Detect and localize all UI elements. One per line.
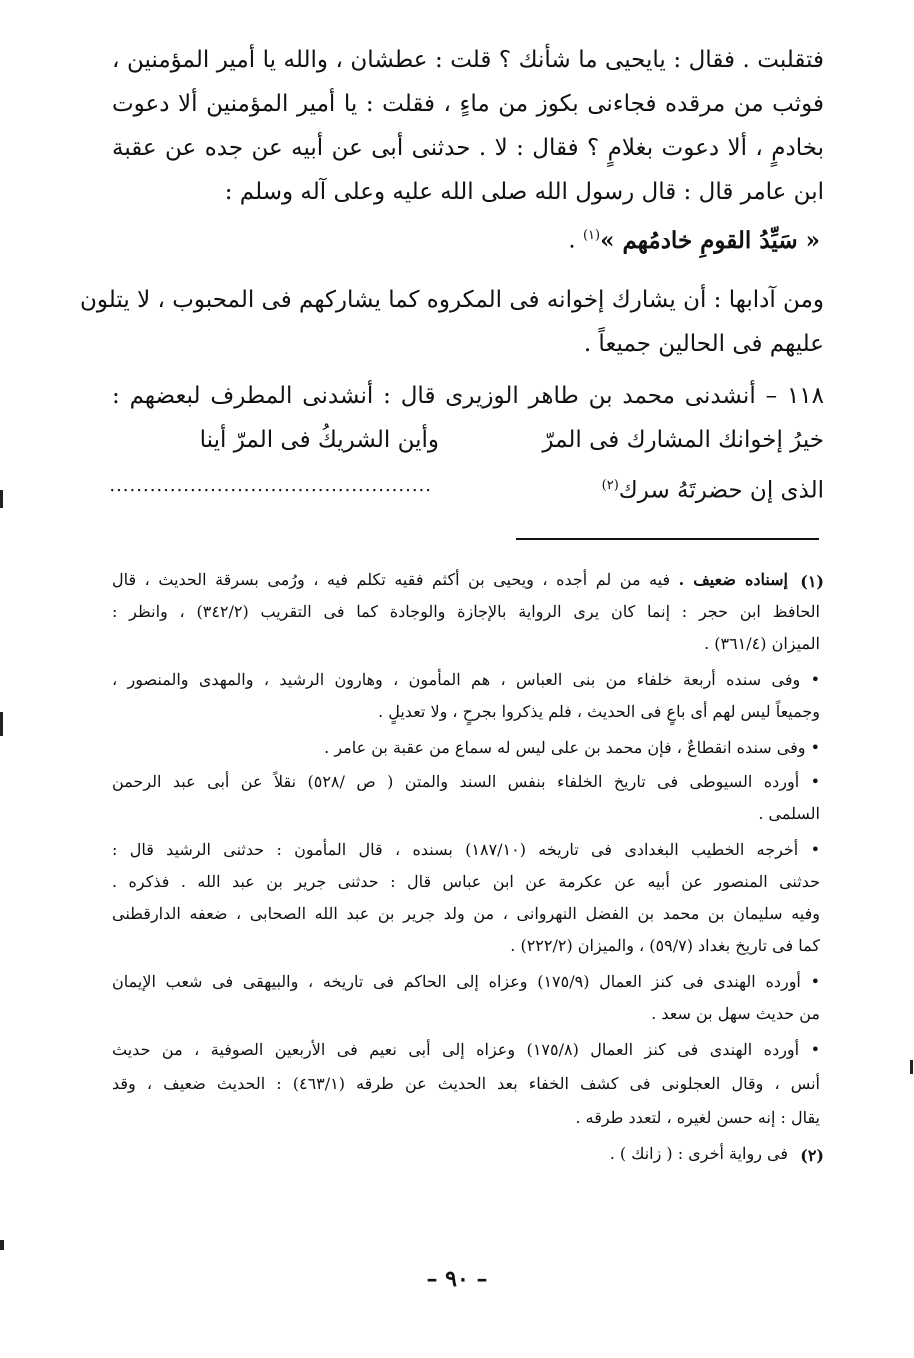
verse-hemistich: خيرُ إخوانك المشارك فى المرّ (542, 427, 824, 453)
footnote-line: أنس ، وقال العجلونى فى كشف الخفاء بعد الحديث عن طرقه (٤٦٣/١) : الحديث ضعيف ، وقد (112, 1074, 821, 1093)
text-line: ١١٨ – أنشدنى محمد بن طاهر الوزيرى قال : أنشدنى المطرف لبعضهم : (112, 383, 824, 409)
verse-hemistich: وأين الشريكُ فى المرّ أينا (199, 427, 439, 453)
footnote-line: • أورده السيوطى فى تاريخ الخلفاء بنفس السند والمتن ( ص /٥٢٨) نقلاً عن أبى عبد الرحمن (112, 772, 821, 791)
text-line: ابن عامر قال : قال رسول الله صلى الله عليه وعلى آله وسلم : (224, 179, 824, 205)
footnote-line: كما فى تاريخ بغداد (٥٩/٧) ، والميزان (٢٢٢/٢) . (510, 936, 820, 955)
footnote-lead: إسناده ضعيف . (678, 570, 789, 589)
scan-edge-mark (0, 490, 3, 508)
verse-ellipsis: ................................................ (109, 475, 432, 496)
footnote-line: الحافظ ابن حجر : إنما كان يرى الرواية بالإجازة والوجادة كما فى التقريب (٣٤٢/٢) ، وانظر : (112, 602, 821, 621)
text-line: بخادمٍ ، ألا دعوت بغلامٍ ؟ فقال : لا . حدثنى أبى عن أبيه عن جده عن عقبة (112, 135, 824, 161)
footnote-line: يقال : إنه حسن لغيره ، لتعدد طرقه . (575, 1108, 820, 1127)
footnote-line: الميزان (٣٦١/٤) . (704, 634, 820, 653)
footnote-line: حدثنى المنصور عن أبيه عن عكرمة عن ابن عباس قال : حدثنى جرير بن عبد الله . فذكره . (112, 872, 820, 891)
footnote-line: من حديث سهل بن سعد . (651, 1004, 820, 1023)
page-number: – ٩٠ – (426, 1266, 488, 1292)
footnote-text: فيه من لم أجده ، ويحيى بن أكثم فقيه تكلم فيه ، ورُمى بسرقة الحديث ، قال (112, 570, 671, 589)
footnote-line: • وفى سنده انقطاعٌ ، فإن محمد بن على ليس له سماع من عقبة بن عامر . (324, 738, 820, 757)
footnote-line: • وفى سنده أربعة خلفاء من بنى العباس ، هم المأمون ، وهارون الرشيد ، والمهدى والمنصور ، (112, 670, 821, 689)
text-line: عليهم فى الحالين جميعاً . (583, 331, 824, 357)
footnote-ref-2: (٢) (601, 478, 619, 493)
footnote-ref-1: (١) (582, 228, 601, 243)
text-line: ومن آدابها : أن يشارك إخوانه فى المكروه كما يشاركهم فى المحبوب ، لا يتلون (80, 287, 824, 313)
footnote-line: السلمى . (758, 804, 820, 823)
footnote-line: • أخرجه الخطيب البغدادى فى تاريخه (١٨٧/١٠) بسنده ، قال المأمون : حدثنى الرشيد قال : (112, 840, 821, 859)
scan-edge-mark (910, 1060, 913, 1074)
text-line: فوثب من مرقده فجاءنى بكوز من ماءٍ ، فقلت : يا أمير المؤمنين ألا دعوت (112, 91, 824, 117)
text-line: فتقلبت . فقال : يايحيى ما شأنك ؟ قلت : عطشان ، والله يا أمير المؤمنين ، (112, 47, 824, 73)
verse-text: الذى إن حضرتَهُ سرك (618, 477, 824, 504)
hadith-text: « سَيِّدُ القومِ خادمُهم » (600, 226, 820, 254)
verse-line-1 (112, 420, 824, 460)
footnote-line: • أورده الهندى فى كنز العمال (١٧٥/٩) وعزاه إلى الحاكم فى تاريخه ، والبيهقى فى شعب الإيمان (112, 972, 820, 991)
footnote-divider (516, 538, 819, 540)
footnote-number-2: (٢) (800, 1146, 824, 1165)
hadith-line: « سَيِّدُ القومِ خادمُهم »$^{(١)}$ . (112, 216, 824, 256)
verse-line-2 (109, 466, 824, 506)
scan-edge-mark (0, 712, 3, 736)
footnote-line: • أورده الهندى فى كنز العمال (١٧٥/٨) وعزاه إلى أبى نعيم فى الأربعين الصوفية ، من حديث (112, 1040, 821, 1059)
verse-hemistich (602, 466, 824, 511)
footnote-line: فى رواية أخرى : ( زانك ) . (609, 1144, 788, 1163)
footnote-line (112, 564, 788, 596)
footnote-line: وفيه سليمان بن محمد بن الفضل النهروانى ، من ولد جرير بن عبد الله الصحابى ، ضعفه الدارقطنى (112, 904, 820, 923)
footnote-line: وجميعاً ليس لهم أى باعٍ فى الحديث ، فلم يذكروا بجرحٍ ، ولا تعديلٍ . (378, 702, 820, 721)
footnote-number-1: (١) (800, 572, 824, 591)
scan-edge-mark (0, 1240, 4, 1250)
